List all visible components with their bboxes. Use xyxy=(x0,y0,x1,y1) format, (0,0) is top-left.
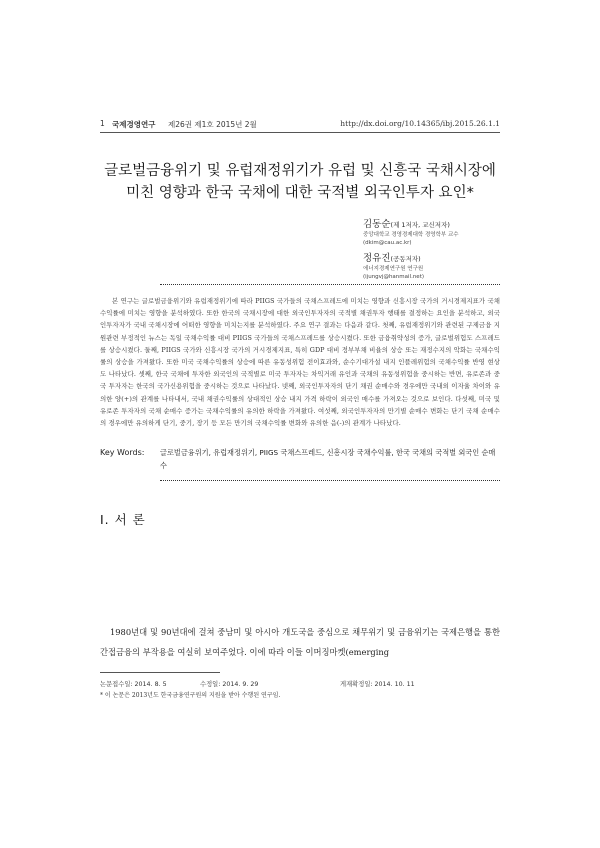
page-number: 1 xyxy=(100,119,105,128)
author-name: 김동순 xyxy=(363,219,391,230)
abstract: 본 연구는 글로벌금융위기와 유럽재정위기에 따라 PIIGS 국가들의 국채스프레드에 미치는 영향과 신흥시장 국가의 거시경제지표가 국채수익률에 미치는 영향을 분석하였다. 또한 한국의 국채시장에 대한 외국인투자자의 국적별 채권투자 행태를 결정하는 요인을 분석하고, 외국인투자자가 국내 국채시장에 어떠한 영향을 미치는지를 분석하였다. 주요 연구 결과는 다음과 같다. 첫째, 유럽재정위기와 관련된 구제금융 지원관련 부정적인 뉴스는 독일 국채수익률 대비 PIIGS 국가들의 국채스프레드를 상승시켰다. 또한 금융취약성의 증가, 글로벌위험도 스프레드를 상승시켰다. 둘째, PIIGS 국가와 신흥시장 국가의 거시경제지표, 특히 GDP 대비 정부부채 비율의 상승 또는 재정수지의 악화는 국채수익률의 상승을 가져왔다. 또한 미국 국채수익률의 상승에 따른 유동성위험 전이효과와, 순수기대가설 내지 인플레위험의 국채수익률 반영 현상도 나타났다. 셋째, 한국 국채에 투자한 외국인의 국적별로 미국 투자자는 차익거래 유인과 국채의 유동성위험을 중시하는 반면, 유로존과 중국 투자자는 한국의 국가신용위험을 중시하는 것으로 나타났다. 넷째, 외국인투자자의 단기 채권 순매수와 경우에만 국내외 이자율 차이와 유의한 양(+)의 관계를 나타내서, 국내 채권수익률의 상대적인 상승 내지 가격 하락이 외국인 매수를 가져오는 것으로 보인다. 다섯째, 미국 및 유로존 투자자의 국채 순매수 증가는 국채수익률의 유의한 하락을 가져왔다. 여섯째, 외국인투자자의 만기별 순매수 변화는 단기 국채 순매수의 경우에만 유의하게 단기, 중기, 장기 등 모든 만기의 국채수익률 변화와 유의한 음(-)의 관계가 나타났다. xyxy=(100,297,500,428)
footnote-divider xyxy=(100,672,220,673)
author-email: (ijungvj@hanmail.net) xyxy=(363,274,424,280)
funding-note: * 이 논문은 2013년도 한국금융연구원의 지원을 받아 수행된 연구임. xyxy=(100,692,281,699)
author-1 xyxy=(363,212,459,247)
author-2 xyxy=(363,246,424,281)
header-divider xyxy=(100,132,500,133)
author-affiliation: 에너지경제연구원 연구원 xyxy=(363,266,424,272)
title-line-1: 글로벌금융위기 및 유럽재정위기가 유럽 및 신흥국 국채시장에 xyxy=(104,163,496,179)
running-header xyxy=(100,119,500,133)
doi-link[interactable]: http://dx.doi.org/10.14365/ibj.2015.26.1.1 xyxy=(340,119,500,128)
submitted-date: 논문접수일: 2014. 8. 5 xyxy=(100,681,167,688)
author-email: (dkim@cau.ac.kr) xyxy=(363,240,412,246)
keywords-label: Key Words: xyxy=(100,448,145,457)
section-heading: Ⅰ. 서 론 xyxy=(100,512,146,527)
dotted-divider xyxy=(160,284,500,285)
title-line-2: 미친 영향과 한국 국채에 대한 국적별 외국인투자 요인* xyxy=(126,185,474,201)
body-paragraph: 1980년대 및 90년대에 걸쳐 중남미 및 아시아 개도국을 중심으로 채무위기 및 금융위기는 국제은행을 통한 간접금융의 부작용을 여실히 보여주었다. 이에 따라 이들 이머징마켓(emerging xyxy=(100,627,500,657)
accepted-date: 게재확정일: 2014. 10. 11 xyxy=(340,681,415,688)
journal-name: 국제경영연구 xyxy=(112,120,156,129)
keywords-text: 글로벌금융위기, 유럽재정위기, PIIGS 국채스프레드, 신흥시장 국채수익률, 한국 국채의 국적별 외국인 순매수 xyxy=(160,448,496,470)
submission-dates xyxy=(100,679,500,689)
author-affiliation: 중앙대학교 경영경제대학 경영학부 교수 xyxy=(363,232,459,238)
volume-issue: 제26권 제1호 2015년 2월 xyxy=(168,120,257,129)
paper-title xyxy=(100,160,500,204)
author-name: 정유진 xyxy=(363,253,391,264)
author-role: (제 1저자, 교신저자) xyxy=(390,221,450,229)
revised-date: 수정일: 2014. 9. 29 xyxy=(200,681,259,688)
dotted-divider xyxy=(160,480,500,481)
author-role: (공동저자) xyxy=(390,255,421,263)
